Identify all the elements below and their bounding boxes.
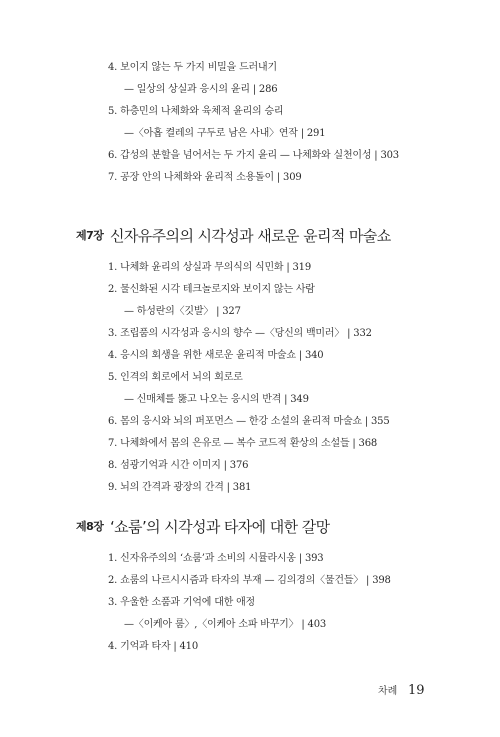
- toc-subentry: — 일상의 상실과 응시의 윤리 | 286: [124, 84, 278, 95]
- chapter-number: 제8장: [76, 520, 104, 533]
- page-number: 19: [408, 683, 425, 698]
- toc-entry: 1. 신자유주의의 ‘쇼룸’과 소비의 시뮬라시옹 | 393: [108, 553, 324, 564]
- toc-entry: 4. 보이지 않는 두 가지 비밀을 드러내기: [108, 62, 277, 73]
- toc-entry: 5. 인격의 회로에서 뇌의 회로로: [108, 372, 243, 383]
- toc-entry: 2. 물신화된 시각 테크놀로지와 보이지 않는 사람: [108, 284, 315, 295]
- toc-entry: 7. 공장 안의 나체화와 윤리적 소용돌이 | 309: [108, 172, 302, 183]
- chapter-number: 제7장: [76, 229, 104, 242]
- chapter-title: ‘쇼룸’의 시각성과 타자에 대한 갈망: [110, 518, 330, 536]
- toc-subentry: —〈아홉 켤레의 구두로 남은 사내〉연작 | 291: [124, 128, 326, 139]
- chapter-title: 신자유주의의 시각성과 새로운 윤리적 마술쇼: [110, 227, 391, 245]
- toc-entry: 6. 갑성의 분할을 넘어서는 두 가지 윤리 — 나체화와 실천이성 | 303: [108, 150, 399, 161]
- toc-entry: 5. 하층민의 나체화와 육체적 윤리의 승리: [108, 106, 284, 117]
- toc-entry: 3. 조립품의 시각성과 응시의 향수 —〈당신의 백미러〉 | 332: [108, 328, 372, 339]
- toc-subentry: — 하성란의〈깃발〉 | 327: [124, 306, 241, 317]
- toc-entry: 4. 기억과 타자 | 410: [108, 641, 199, 652]
- toc-entry: 6. 몸의 응시와 뇌의 퍼포먼스 — 한강 소설의 윤리적 마술쇼 | 355: [108, 416, 390, 427]
- toc-subentry: —〈이케아 룸〉,〈이케아 소파 바꾸기〉 | 403: [124, 619, 327, 630]
- toc-entry: 9. 뇌의 간격과 광장의 간격 | 381: [108, 482, 252, 493]
- toc-subentry: — 신매체를 뚫고 나오는 응시의 반격 | 349: [124, 394, 309, 405]
- toc-entry: 3. 우울한 소품과 기억에 대한 애정: [108, 597, 256, 608]
- toc-entry: 4. 응시의 회생을 위한 새로운 윤리적 마술쇼 | 340: [108, 350, 324, 361]
- toc-entry: 7. 나체화에서 몸의 은유로 — 복수 코드적 환상의 소설들 | 368: [108, 438, 378, 449]
- toc-entry: 2. 쇼룸의 나르시시즘과 타자의 부재 — 김의경의〈물건들〉 | 398: [108, 575, 391, 586]
- toc-entry: 8. 섬광기억과 시간 이미지 | 376: [108, 460, 249, 471]
- footer-label: 차례: [378, 686, 398, 697]
- toc-entry: 1. 나체화 윤리의 상실과 무의식의 식민화 | 319: [108, 262, 312, 273]
